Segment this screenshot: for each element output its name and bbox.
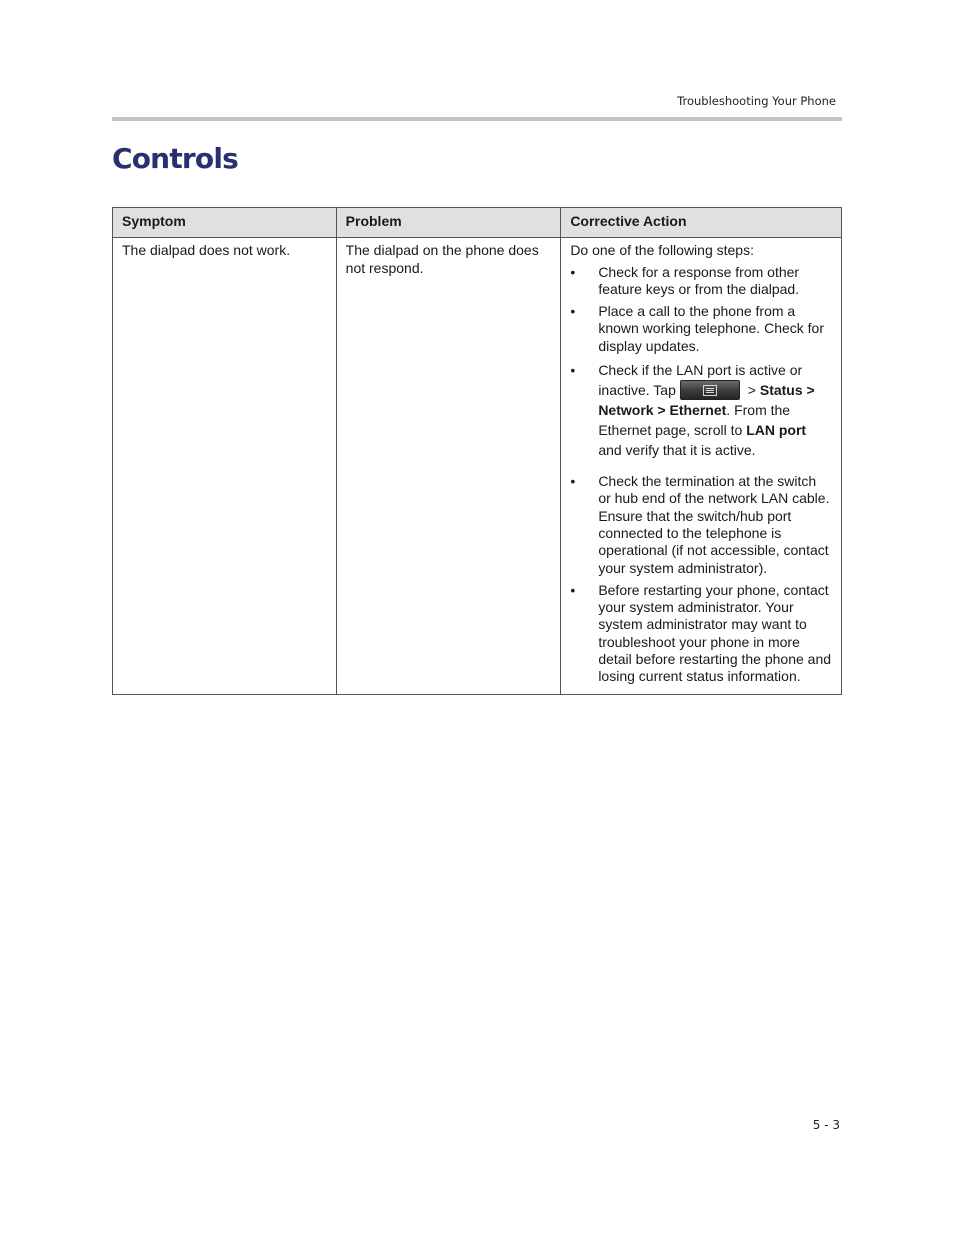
bullet: •	[570, 473, 576, 490]
corrective-action-cell	[561, 238, 842, 694]
column-header-problem: Problem	[336, 208, 561, 238]
menu-icon	[680, 380, 740, 400]
running-header: Troubleshooting Your Phone	[677, 94, 836, 108]
section-title: Controls	[112, 142, 239, 175]
lan-port-label: LAN port	[746, 422, 807, 439]
list-item	[570, 473, 832, 577]
table-row	[113, 238, 842, 694]
list-item	[570, 582, 832, 686]
column-header-corrective-action: Corrective Action	[561, 208, 842, 238]
step-text: Place a call to the phone from a known working telephone. Check for display updates.	[598, 303, 824, 354]
column-header-symptom: Symptom	[113, 208, 337, 238]
step-text-part: and verify that it is active.	[598, 442, 756, 459]
action-lead-text: Do one of the following steps:	[570, 242, 754, 259]
header-divider	[112, 117, 842, 121]
table-header-row	[113, 208, 842, 238]
action-steps-list	[570, 264, 832, 686]
bullet: •	[570, 362, 576, 379]
step-text: Before restarting your phone, contact your system administrator. Your system administrator may want to troubleshoot your phone in more detail before restarting the phone and losing current status information.	[598, 581, 832, 685]
step-text-part: >	[747, 382, 756, 399]
problem-cell: The dialpad on the phone does not respond.	[336, 238, 561, 694]
troubleshooting-table	[112, 207, 842, 695]
bullet: •	[570, 303, 576, 320]
step-text-part: Check if the LAN port is active or inactive. Tap	[598, 362, 803, 399]
step-text: Check the termination at the switch or hub end of the network LAN cable. Ensure that the switch/hub port connected to the telephone is operational (if not accessible, contact your system administrator).	[598, 473, 830, 576]
symptom-cell: The dialpad does not work.	[113, 238, 337, 694]
menu-path: Status > Network > Ethernet	[598, 382, 815, 419]
step-text-part: . From the Ethernet page, scroll to	[598, 402, 791, 439]
step-text: Check for a response from other feature keys or from the dialpad.	[598, 263, 800, 297]
list-item	[570, 303, 832, 355]
bullet: •	[570, 263, 576, 280]
list-item	[570, 264, 832, 299]
bullet: •	[570, 581, 576, 598]
page-number: 5 - 3	[812, 1118, 840, 1132]
list-item	[570, 360, 832, 460]
